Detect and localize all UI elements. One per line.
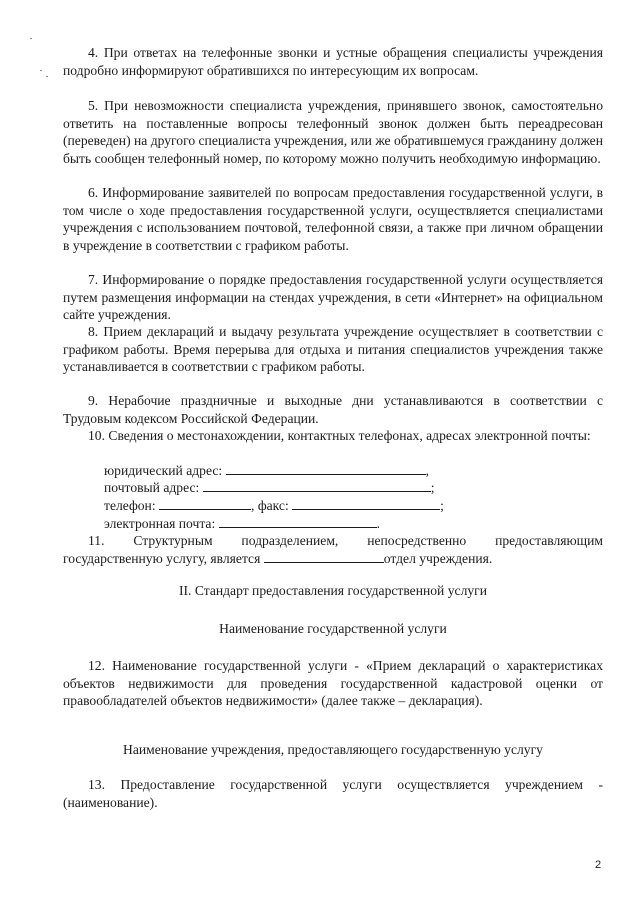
paragraph-8: 8. Прием деклараций и выдачу результата учреждение осуществляет в соответствии с графиком работы. Время перерыва для отдыха и питания специалистов учреждения также устанавливается в соответствии с графиком работы. xyxy=(63,324,603,375)
scan-speck xyxy=(40,70,42,71)
paragraph-5: 5. При невозможности специалиста учреждения, принявшего звонок, самостоятельно ответить на поставленные вопросы телефонный звонок должен быть переадресован (переведен) на другого специалиста учреждения, или же обратившемуся гражданину должен быть сообщен телефонный номер, по которому можно получить необходимую информацию. xyxy=(63,98,603,166)
paragraph-7: 7. Информирование о порядке предоставления государственной услуги осуществляется путем размещения информации на стендах учреждения, в сети «Интернет» на официальном сайте учреждения. xyxy=(63,272,603,323)
paragraph-10: 10. Сведения о местонахождении, контактных телефонах, адресах электронной почты: xyxy=(88,428,591,443)
email-label: электронная почта: xyxy=(104,516,216,531)
phone-blank xyxy=(159,497,251,510)
page-number: 2 xyxy=(595,859,602,871)
paragraph-9: 9. Нерабочие праздничные и выходные дни устанавливаются в соответствии с Трудовым кодексом Российской Федерации. xyxy=(63,393,603,426)
postal-address-semicolon: ; xyxy=(430,480,435,495)
phone-label: телефон: xyxy=(104,498,156,513)
phone-fax-row xyxy=(104,497,444,515)
paragraph-11-end: отдел учреждения. xyxy=(383,550,493,566)
paragraph-11-text: 11. Структурным подразделением, непосредственно предоставляющим государственную услугу, является xyxy=(63,533,603,566)
section-title: II. Стандарт предоставления государственной услуги xyxy=(178,583,487,598)
email-row xyxy=(104,515,380,533)
postal-address-row xyxy=(104,479,434,497)
subheading-institution-name: Наименование учреждения, предоставляющего государственную услугу xyxy=(123,742,543,757)
legal-address-label: юридический адрес: xyxy=(104,463,223,478)
postal-address-label: почтовый адрес: xyxy=(104,480,200,495)
paragraph-6: 6. Информирование заявителей по вопросам предоставления государственной услуги, в том числе о ходе предоставления государственной услуги, осуществляется специалистами учреждения с использованием почтовой, телефонной связи, а также при личном обращении в учреждение в соответствии с графиком работы. xyxy=(63,185,603,253)
scan-speck xyxy=(46,76,48,77)
legal-address-blank xyxy=(226,462,426,475)
fax-label: , факс: xyxy=(251,498,289,513)
email-blank xyxy=(219,515,377,528)
paragraph-4: 4. При ответах на телефонные звонки и устные обращения специалисты учреждения подробно информируют обратившихся по интересующим их вопросам. xyxy=(63,45,603,78)
paragraph-11 xyxy=(63,532,603,567)
legal-address-comma: , xyxy=(425,463,429,478)
paragraph-12: 12. Наименование государственной услуги - «Прием деклараций о характеристиках объектов недвижимости для проведения государственной кадастровой оценки от правообладателей объектов недвижимости» (далее также – декларация). xyxy=(63,658,603,709)
paragraph-13: 13. Предоставление государственной услуги осуществляется учреждением - (наименование). xyxy=(63,777,603,810)
postal-address-blank xyxy=(203,479,431,492)
subheading-service-name: Наименование государственной услуги xyxy=(219,621,447,636)
scan-speck xyxy=(30,38,32,39)
department-blank xyxy=(264,550,384,563)
fax-blank xyxy=(292,497,440,510)
phone-fax-semicolon: ; xyxy=(440,498,444,513)
legal-address-row xyxy=(104,462,429,480)
email-period: . xyxy=(376,516,381,531)
